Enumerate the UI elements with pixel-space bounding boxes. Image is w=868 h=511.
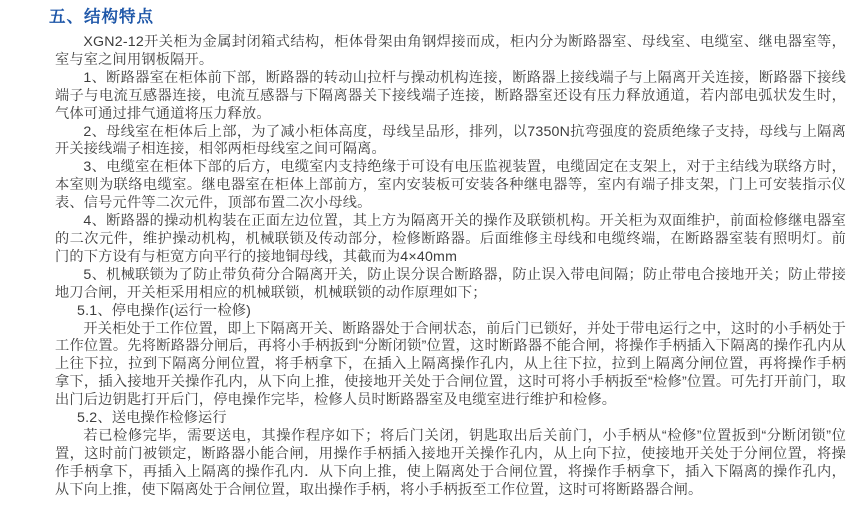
paragraph-intro: XGN2-12开关柜为金属封闭箱式结构，柜体骨架由角钢焊接而成，柜内分为断路器室、母线室、电缆室、继电器室等，室与室之间用钢板隔开。 [55, 34, 846, 68]
subsection-heading-5-1: 5.1、停电操作(运行一检修) [77, 302, 252, 319]
subsection-heading-5-2: 5.2、送电操作检修运行 [77, 410, 227, 427]
paragraph-5-1-body: 开关柜处于工作位置，即上下隔离开关、断路器处于合闸状态，前后门已锁好，并处于带电运行之中，这时的小手柄处于工作位置。先将断路器分闸后，再将小手柄扳到“分断闭锁”位置，这时断路器不能合闸，将操作手柄插入下隔离的操作孔内从上往下拉，拉到下隔离分闸位置，将手柄拿下，在插入上隔离操作孔内，从上往下拉，拉到上隔离分闸位置，再将操作手柄拿下，插入接地开关操作孔内，从下向上推，使接地开关处于合闸位置，这时可将小手柄扳至“检修”位置。可先打开前门，取出门后边钥匙打开后门，停电操作完毕，检修人员时断路器室及电缆室进行维护和检修。 [55, 320, 846, 409]
section-title: 五、结构特点 [49, 8, 154, 26]
paragraph-item-1: 1、断路器室在柜体前下部，断路器的转动山拉杆与操动机构连接，断路器上接线端子与上隔离开关连接，断路器下接线端子与电流互感器连接，电流互感器与下隔离器关下接线端子连接，断路器室还设有压力释放通道，若内部电弧状发生时，气体可通过排气通道将压力释放。 [55, 69, 846, 122]
paragraph-5-2-body: 若已检修完毕，需要送电，其操作程序如下；将后门关闭，钥匙取出后关前门，小手柄从“检修”位置扳到“分断闭锁”位置，这时前门被锁定，断路器小能合闸，用操作手柄插入接地开关操作孔内，从上向下拉，使接地开关处于分闸位置，将操作手柄拿下，再插入上隔离的操作孔内．从下向上推，使上隔离处于合闸位置，将操作手柄拿下，插入下隔离的操作孔内，从下向上推，使下隔离处于合闸位置，取出操作手柄，将小手柄扳至工作位置，这时可将断路器合闸。 [55, 427, 846, 498]
paragraph-item-4: 4、断路器的操动机构装在正面左边位置，其上方为隔离开关的操作及联锁机构。开关柜为双面维护，前面检修继电器室的二次元件，维护操动机构，机械联锁及传动部分，检修断路器。后面维修主母线和电缆终端，在断路器室装有照明灯。前门的下方设有与柜宽方向平行的接地铜母线，其截而为4×40mm [55, 213, 846, 265]
paragraph-item-2: 2、母线室在柜体后上部，为了减小柜体高度，母线呈品形，排列，以7350N抗弯强度的瓷质绝缘子支持，母线与上隔离开关接线端子相连接，相邻两柜母线室之间可隔离。 [55, 123, 846, 158]
paragraph-item-3: 3、电缆室在柜体下部的后方，电缆室内支持绝缘于可设有电压监视装置，电缆固定在支架上，对于主结线为联络方时，本室则为联络电缆室。继电器室在柜体上部前方，室内安装板可安装各种继电器等，室内有端子排支架，门上可安装指示仪表、信号元件等二次元件，顶部布置二次小母线。 [55, 159, 846, 212]
paragraph-item-5: 5、机械联锁为了防止带负荷分合隔离开关，防止误分误合断路器，防止误入带电间隔；防止带电合接地开关；防止带接地刀合闸，开关柜采用相应的机械联锁，机械联锁的动作原理如下； [55, 266, 846, 301]
